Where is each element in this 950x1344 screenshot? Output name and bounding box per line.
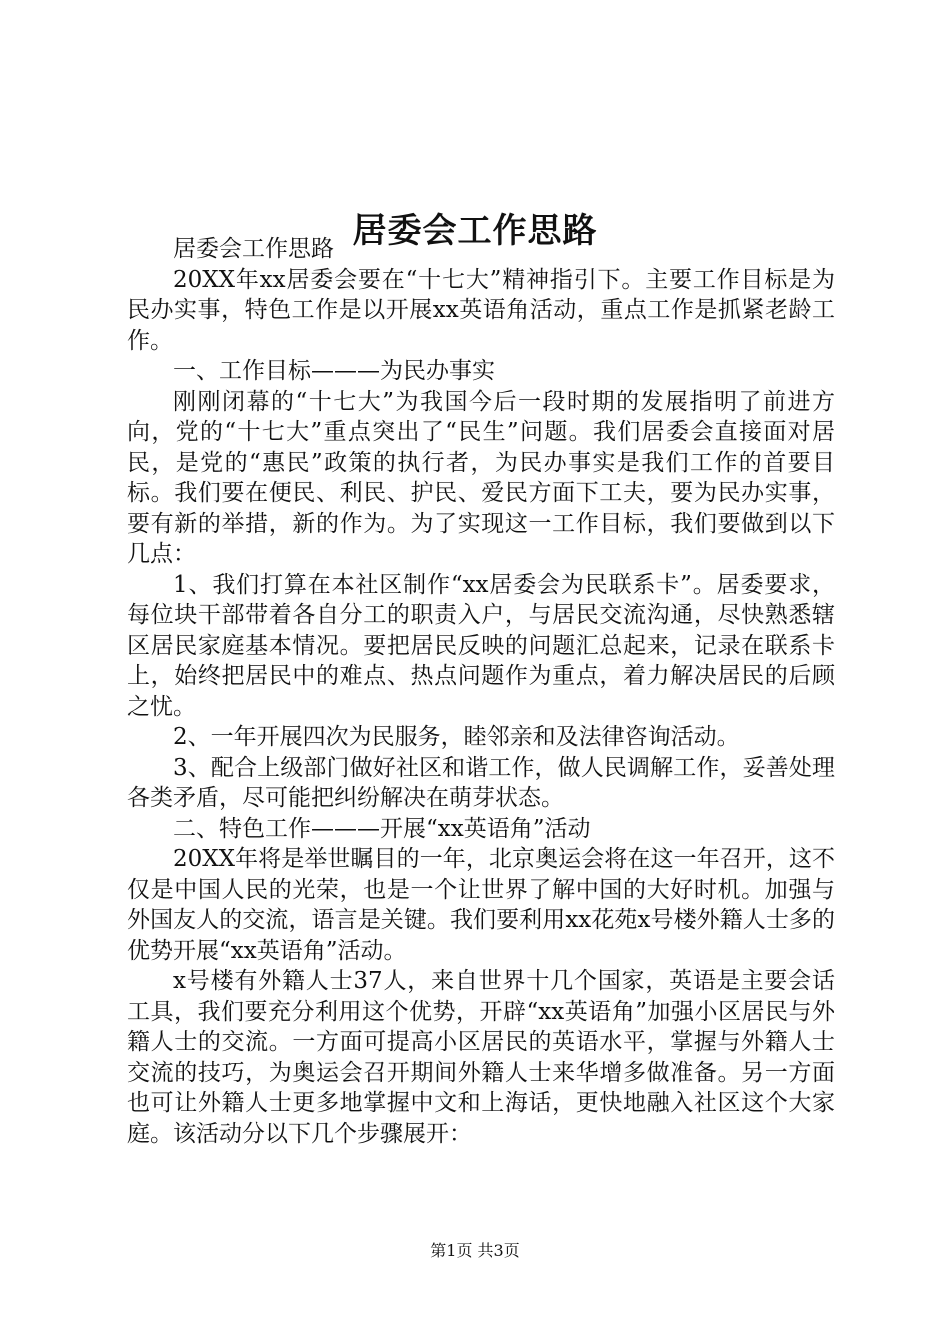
paragraph-heading-repeat: 居委会工作思路 (173, 236, 334, 262)
list-item-1: 1、我们打算在本社区制作“xx居委会为民联系卡”。居委要求，每位块干部带着各自分工的职责入户，与居民交流沟通，尽快熟悉辖区居民家庭基本情况。要把居民反映的问题汇总起来，记录在联系卡上，始终把居民中的难点、热点问题作为重点，着力解决居民的后顾之忧。 (127, 571, 835, 720)
paragraph-section-1: 刚刚闭幕的“十七大”为我国今后一段时期的发展指明了前进方向，党的“十七大”重点突出了“民生”问题。我们居委会直接面对居民，是党的“惠民”政策的执行者，为民办事实是我们工作的首要目标。我们要在便民、利民、护民、爱民方面下工夫，要为民办实事，要有新的举措，新的作为。为了实现这一工作目标，我们要做到以下几点： (127, 388, 835, 567)
section-heading-2: 二、特色工作———开展“xx英语角”活动 (173, 815, 591, 842)
paragraph-section-2b: x号楼有外籍人士37人，来自世界十几个国家，英语是主要会话工具，我们要充分利用这个优势，开辟“xx英语角”加强小区居民与外籍人士的交流。一方面可提高小区居民的英语水平，掌握与外籍人士交流的技巧，为奥运会召开期间外籍人士来华增多做准备。另一方面也可让外籍人士更多地掌握中文和上海话，更快地融入社区这个大家庭。该活动分以下几个步骤展开： (127, 968, 835, 1147)
paragraph-section-2a: 20XX年将是举世瞩目的一年，北京奥运会将在这一年召开，这不仅是中国人民的光荣，也是一个让世界了解中国的大好时机。加强与外国友人的交流，语言是关键。我们要利用xx花苑x号楼外籍人士多的优势开展“xx英语角”活动。 (127, 846, 835, 964)
list-item-2: 2、一年开展四次为民服务，睦邻亲和及法律咨询活动。 (173, 724, 740, 750)
document-body (127, 234, 835, 1149)
paragraph-intro: 20XX年xx居委会要在“十七大”精神指引下。主要工作目标是为民办实事，特色工作是以开展xx英语角活动，重点工作是抓紧老龄工作。 (127, 266, 835, 354)
list-item-3: 3、配合上级部门做好社区和谐工作，做人民调解工作，妥善处理各类矛盾，尽可能把纠纷解决在萌芽状态。 (127, 754, 835, 811)
document-title: 居委会工作思路 (352, 210, 598, 251)
page-footer: 第1页 共3页 (430, 1241, 520, 1260)
section-heading-1: 一、工作目标———为民办事实 (173, 358, 495, 384)
